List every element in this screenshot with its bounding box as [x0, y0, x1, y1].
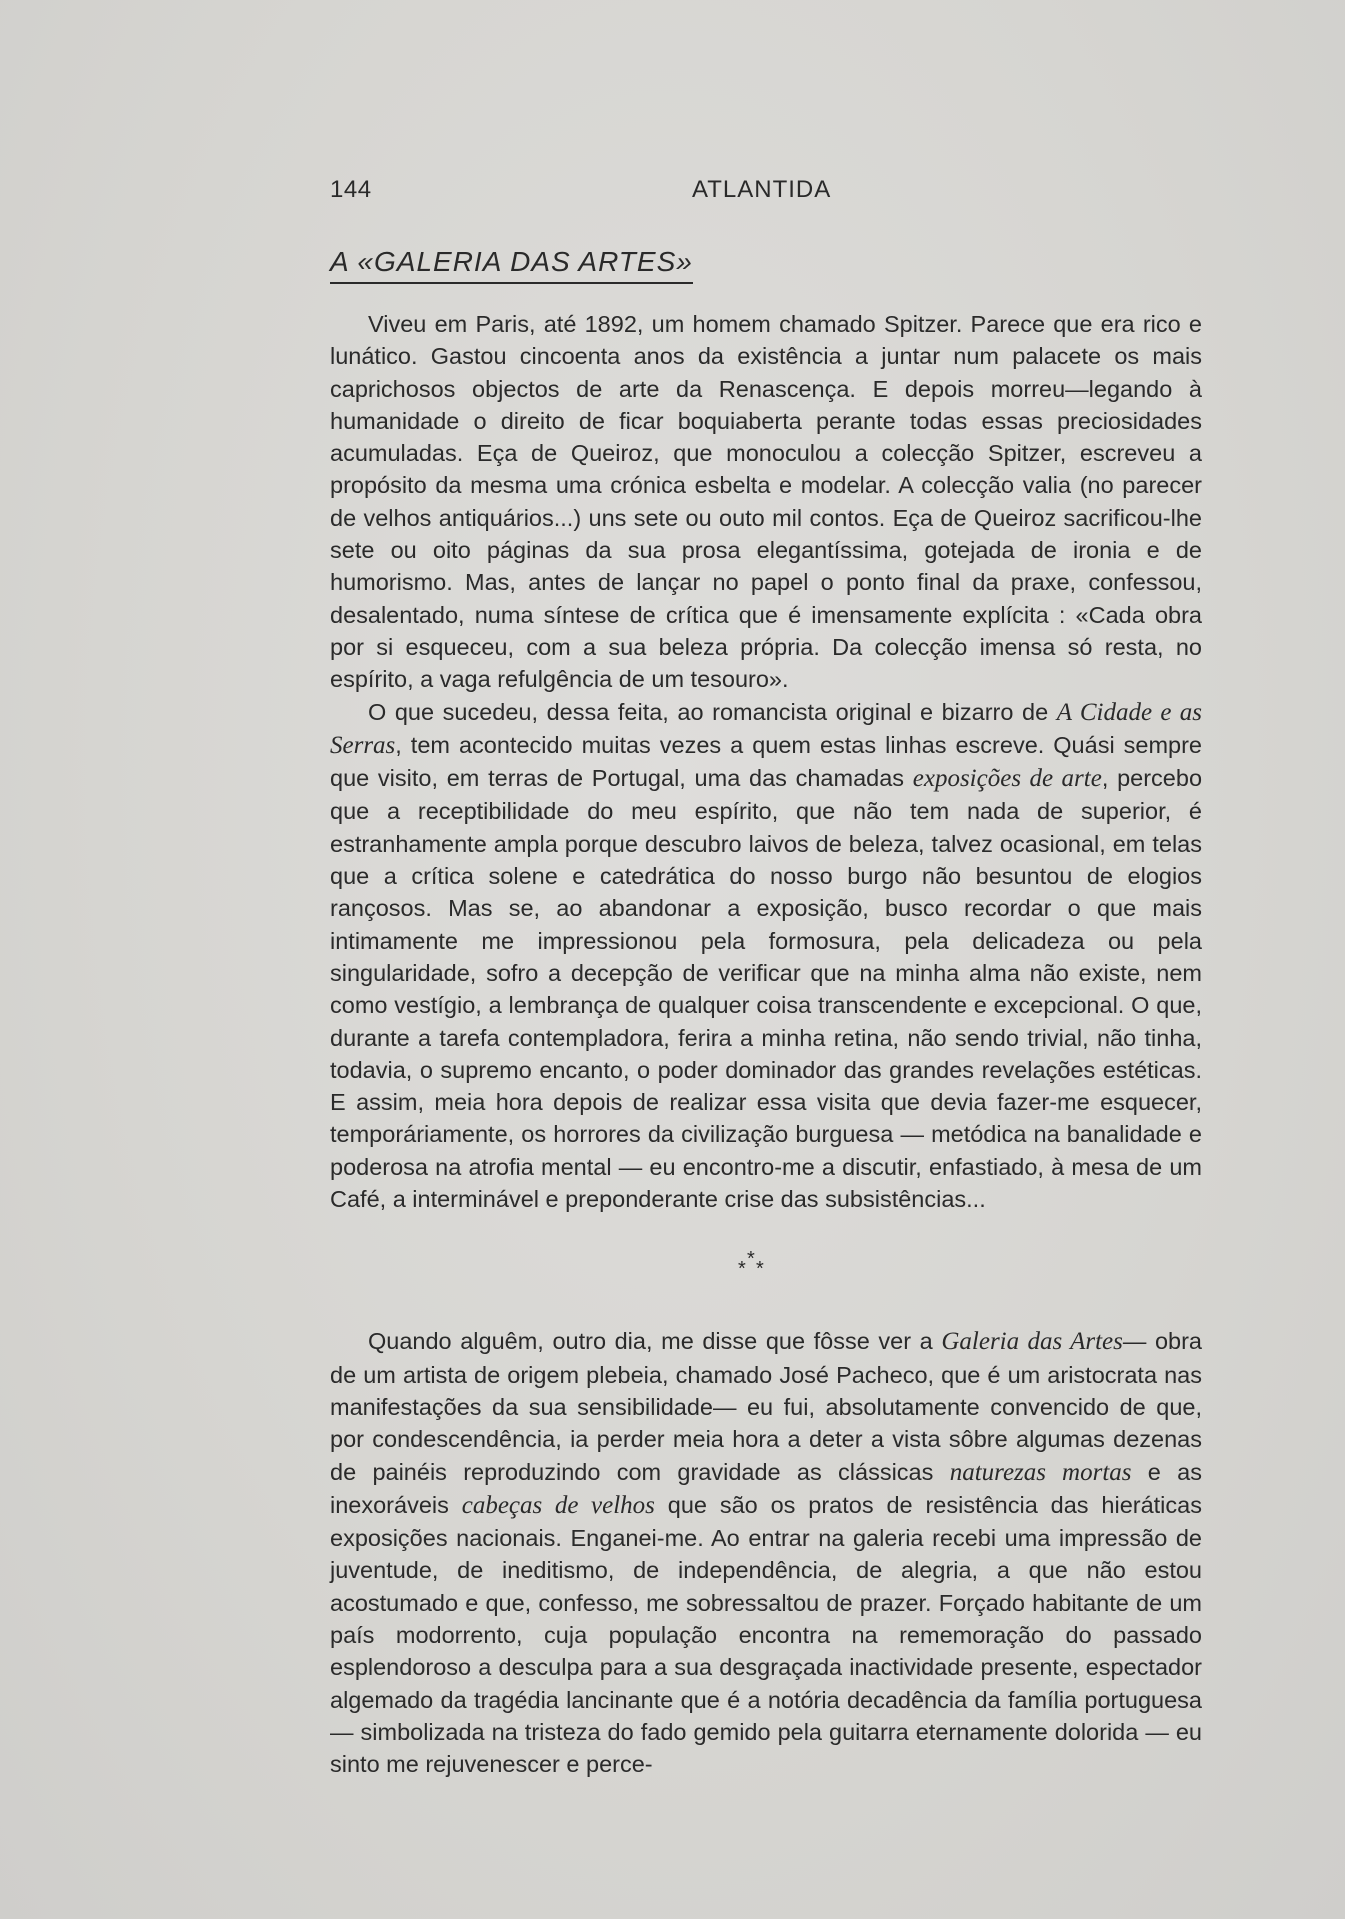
- article-body: [330, 308, 1202, 1780]
- document-page: [330, 176, 1202, 1780]
- paragraph-3-text: que são os pratos de resistência das hieráticas exposições nacionais. Enganei-me. Ao entrar na galeria recebi uma impressão de juventude, de ineditismo, de independência, de alegria, a que não estou acostumado e que, confesso, me sobressaltou de prazer. Forçado habitante de um país modorrento, cuja população encontra na rememoração do passado esplendoroso a desculpa para a sua desgraçada inactividade presente, espectador algemado da tragédia lancinante que é a notória decadência da família portuguesa — simbolizada na tristeza do fado gemido pela guitarra eternamente dolorida — eu sinto me rejuvenescer e perce-: [330, 1491, 1202, 1778]
- page-number: 144: [330, 176, 372, 203]
- book-title-cidade-serras: A Cidade e as Serras: [330, 698, 1202, 759]
- paragraph-2-text: O que sucedeu, dessa feita, ao romancista original e bizarro de: [368, 698, 1057, 725]
- paragraph-2-text: , tem acontecido muitas vezes a quem estas linhas escreve. Quási sempre que visito, em terras de Portugal, uma das chamadas: [330, 731, 1202, 792]
- emphasis-exposicoes-arte: exposições de arte: [912, 765, 1102, 793]
- emphasis-cabecas-velhos: cabeças de velhos: [461, 1491, 655, 1519]
- article-title: A «GALERIA DAS ARTES»: [330, 246, 693, 284]
- asterism-star: *: [738, 1258, 746, 1281]
- asterism-star: *: [756, 1258, 764, 1281]
- paragraph-3: [330, 1325, 1202, 1780]
- paragraph-2-text: , percebo que a receptibilidade do meu espírito, que não tem nada de superior, é estranhamente ampla porque descubro laivos de beleza, talvez ocasional, em telas que a crítica solene e catedrática do nosso burgo não besuntou de elogios rançosos. Mas se, ao abandonar a exposição, busco recordar o que mais intimamente me impressionou pela formosura, pela delicadeza ou pela singularidade, sofro a decepção de verificar que na minha alma não existe, nem como vestígio, a lembrança de qualquer coisa transcendente e excepcional. O que, durante a tarefa contempladora, ferira a minha retina, não sendo trivial, não tinha, todavia, o supremo encanto, o poder dominador das grandes revelações estéticas. E assim, meia hora depois de realizar essa visita que devia fazer-me esquecer, temporáriamente, os horrores da civilização burguesa — metódica na banalidade e poderosa na atrofia mental — eu encontro-me a discutir, enfastiado, à mesa de um Café, a interminável e preponderante crise das subsistências...: [330, 765, 1203, 1213]
- section-asterism: [330, 1249, 1202, 1279]
- paragraph-3-text: — obra de um artista de origem plebeia, chamado José Pacheco, que é um aristocrata nas manifestações da sua sensibilidade— eu fui, absolutamente convencido de que, por condescendência, ia perder meia hora a deter a vista sôbre algumas dezenas de painéis reproduzindo com gravidade as clássicas: [330, 1328, 1202, 1485]
- running-head: [330, 176, 1202, 216]
- paragraph-3-text: Quando alguêm, outro dia, me disse que fôsse ver a: [368, 1328, 942, 1355]
- paragraph-2: [330, 696, 1202, 1216]
- asterism-star: *: [747, 1248, 755, 1271]
- emphasis-naturezas-mortas: naturezas mortas: [949, 1458, 1132, 1486]
- paragraph-1: Viveu em Paris, até 1892, um homem chamado Spitzer. Parece que era rico e lunático. Gastou cincoenta anos da existência a juntar num palacete os mais caprichosos objectos de arte da Renascença. E depois morreu—legando à humanidade o direito de ficar boquiaberta perante todas essas preciosidades acumuladas. Eça de Queiroz, que monoculou a colecção Spitzer, escreveu a propósito da mesma uma crónica esbelta e modelar. A colecção valia (no parecer de velhos antiquários...) uns sete ou outo mil contos. Eça de Queiroz sacrificou-lhe sete ou oito páginas da sua prosa elegantíssima, gotejada de ironia e de humorismo. Mas, antes de lançar no papel o ponto final da praxe, confessou, desalentado, numa síntese de crítica que é imensamente explícita : «Cada obra por si esqueceu, com a sua beleza própria. Da colecção imensa só resta, no espírito, a vaga refulgência de um tesouro».: [330, 311, 1202, 693]
- journal-title: ATLANTIDA: [692, 176, 832, 203]
- paragraph-3-text: e as inexoráveis: [330, 1458, 1203, 1518]
- gallery-name-emphasis: Galeria das Artes: [941, 1328, 1123, 1356]
